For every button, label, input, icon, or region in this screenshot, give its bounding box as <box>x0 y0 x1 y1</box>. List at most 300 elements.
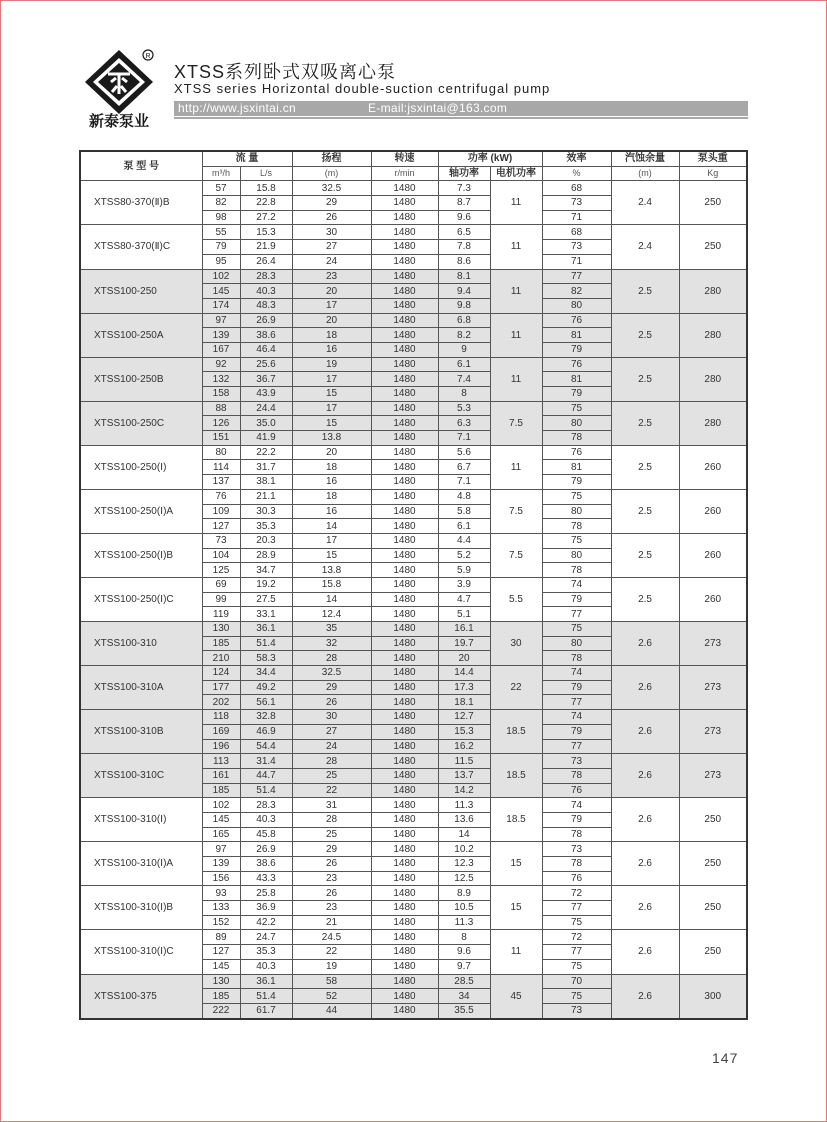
motor-power-cell: 15 <box>490 886 542 930</box>
flow-ls-cell: 43.3 <box>240 871 292 886</box>
efficiency-cell: 73 <box>542 240 611 255</box>
motor-power-cell: 7.5 <box>490 533 542 577</box>
efficiency-cell: 75 <box>542 915 611 930</box>
head-cell: 15 <box>292 387 371 402</box>
model-cell: XTSS100-310C <box>80 754 202 798</box>
flow-m3h-cell: 127 <box>202 519 240 534</box>
weight-cell: 250 <box>679 181 747 225</box>
speed-cell: 1480 <box>371 210 438 225</box>
shaft-power-cell: 9.8 <box>438 298 490 313</box>
flow-m3h-cell: 93 <box>202 886 240 901</box>
flow-ls-cell: 27.2 <box>240 210 292 225</box>
npsh-cell: 2.6 <box>611 710 679 754</box>
flow-m3h-cell: 118 <box>202 710 240 725</box>
efficiency-cell: 79 <box>542 475 611 490</box>
shaft-power-cell: 8.1 <box>438 269 490 284</box>
table-row <box>80 401 747 416</box>
shaft-power-cell: 8.6 <box>438 254 490 269</box>
head-cell: 32 <box>292 636 371 651</box>
shaft-power-cell: 13.6 <box>438 812 490 827</box>
unit-efficiency: % <box>542 166 611 181</box>
npsh-cell: 2.5 <box>611 269 679 313</box>
shaft-power-cell: 7.1 <box>438 431 490 446</box>
model-cell: XTSS100-310(Ⅰ)B <box>80 886 202 930</box>
speed-cell: 1480 <box>371 901 438 916</box>
head-cell: 15 <box>292 548 371 563</box>
head-cell: 25 <box>292 768 371 783</box>
flow-m3h-cell: 76 <box>202 489 240 504</box>
flow-ls-cell: 28.3 <box>240 269 292 284</box>
speed-cell: 1480 <box>371 519 438 534</box>
head-cell: 23 <box>292 269 371 284</box>
speed-cell: 1480 <box>371 489 438 504</box>
npsh-cell: 2.5 <box>611 313 679 357</box>
speed-cell: 1480 <box>371 857 438 872</box>
model-cell: XTSS100-310A <box>80 666 202 710</box>
efficiency-cell: 71 <box>542 254 611 269</box>
flow-m3h-cell: 119 <box>202 607 240 622</box>
shaft-power-cell: 5.9 <box>438 563 490 578</box>
speed-cell: 1480 <box>371 651 438 666</box>
shaft-power-cell: 8 <box>438 387 490 402</box>
weight-cell: 260 <box>679 577 747 621</box>
unit-weight: Kg <box>679 166 747 181</box>
npsh-cell: 2.5 <box>611 401 679 445</box>
efficiency-cell: 74 <box>542 666 611 681</box>
unit-speed: r/min <box>371 166 438 181</box>
flow-m3h-cell: 82 <box>202 196 240 211</box>
flow-m3h-cell: 169 <box>202 724 240 739</box>
shaft-power-cell: 19.7 <box>438 636 490 651</box>
flow-ls-cell: 26.4 <box>240 254 292 269</box>
motor-power-cell: 30 <box>490 622 542 666</box>
flow-m3h-cell: 97 <box>202 842 240 857</box>
flow-ls-cell: 31.4 <box>240 754 292 769</box>
shaft-power-cell: 5.1 <box>438 607 490 622</box>
weight-cell: 300 <box>679 974 747 1019</box>
shaft-power-cell: 11.3 <box>438 915 490 930</box>
npsh-cell: 2.5 <box>611 577 679 621</box>
efficiency-cell: 78 <box>542 768 611 783</box>
header-efficiency: 效率 <box>542 151 611 166</box>
page-title-en: XTSS series Horizontal double-suction centrifugal pump <box>174 81 551 96</box>
weight-cell: 273 <box>679 754 747 798</box>
flow-m3h-cell: 99 <box>202 592 240 607</box>
shaft-power-cell: 18.1 <box>438 695 490 710</box>
flow-m3h-cell: 69 <box>202 577 240 592</box>
speed-cell: 1480 <box>371 475 438 490</box>
efficiency-cell: 71 <box>542 210 611 225</box>
model-cell: XTSS100-250 <box>80 269 202 313</box>
shaft-power-cell: 6.1 <box>438 357 490 372</box>
table-row <box>80 974 747 989</box>
email-link[interactable]: E-mail:jsxintai@163.com <box>368 101 508 115</box>
flow-ls-cell: 36.1 <box>240 974 292 989</box>
shaft-power-cell: 7.3 <box>438 181 490 196</box>
head-cell: 44 <box>292 1003 371 1018</box>
motor-power-cell: 7.5 <box>490 489 542 533</box>
shaft-power-cell: 5.3 <box>438 401 490 416</box>
speed-cell: 1480 <box>371 225 438 240</box>
motor-power-cell: 11 <box>490 225 542 269</box>
motor-power-cell: 11 <box>490 313 542 357</box>
efficiency-cell: 68 <box>542 181 611 196</box>
flow-m3h-cell: 145 <box>202 812 240 827</box>
npsh-cell: 2.6 <box>611 974 679 1019</box>
efficiency-cell: 77 <box>542 945 611 960</box>
flow-m3h-cell: 185 <box>202 783 240 798</box>
npsh-cell: 2.6 <box>611 666 679 710</box>
efficiency-cell: 73 <box>542 842 611 857</box>
efficiency-cell: 72 <box>542 886 611 901</box>
head-cell: 17 <box>292 533 371 548</box>
shaft-power-cell: 5.6 <box>438 445 490 460</box>
table-row <box>80 313 747 328</box>
head-cell: 17 <box>292 401 371 416</box>
flow-ls-cell: 41.9 <box>240 431 292 446</box>
efficiency-cell: 75 <box>542 622 611 637</box>
shaft-power-cell: 9.6 <box>438 210 490 225</box>
flow-ls-cell: 36.1 <box>240 622 292 637</box>
table-row <box>80 754 747 769</box>
flow-ls-cell: 51.4 <box>240 636 292 651</box>
efficiency-cell: 77 <box>542 607 611 622</box>
head-cell: 28 <box>292 812 371 827</box>
head-cell: 12.4 <box>292 607 371 622</box>
npsh-cell: 2.6 <box>611 842 679 886</box>
model-cell: XTSS100-310(Ⅰ)A <box>80 842 202 886</box>
speed-cell: 1480 <box>371 812 438 827</box>
flow-m3h-cell: 161 <box>202 768 240 783</box>
flow-m3h-cell: 124 <box>202 666 240 681</box>
head-cell: 20 <box>292 313 371 328</box>
motor-power-cell: 11 <box>490 181 542 225</box>
speed-cell: 1480 <box>371 445 438 460</box>
flow-m3h-cell: 98 <box>202 210 240 225</box>
efficiency-cell: 80 <box>542 504 611 519</box>
shaft-power-cell: 35.5 <box>438 1003 490 1018</box>
efficiency-cell: 81 <box>542 328 611 343</box>
efficiency-cell: 75 <box>542 989 611 1004</box>
header-shaft-power: 轴功率 <box>438 166 490 181</box>
speed-cell: 1480 <box>371 342 438 357</box>
header-speed: 转速 <box>371 151 438 166</box>
speed-cell: 1480 <box>371 460 438 475</box>
head-cell: 29 <box>292 842 371 857</box>
flow-ls-cell: 45.8 <box>240 827 292 842</box>
efficiency-cell: 76 <box>542 313 611 328</box>
brand-logo <box>78 48 160 128</box>
efficiency-cell: 79 <box>542 387 611 402</box>
table-row <box>80 798 747 813</box>
shaft-power-cell: 13.7 <box>438 768 490 783</box>
flow-ls-cell: 28.9 <box>240 548 292 563</box>
shaft-power-cell: 10.5 <box>438 901 490 916</box>
npsh-cell: 2.5 <box>611 533 679 577</box>
model-cell: XTSS100-375 <box>80 974 202 1019</box>
flow-ls-cell: 35.0 <box>240 416 292 431</box>
efficiency-cell: 79 <box>542 724 611 739</box>
head-cell: 16 <box>292 475 371 490</box>
shaft-power-cell: 8.2 <box>438 328 490 343</box>
model-cell: XTSS100-250(Ⅰ)A <box>80 489 202 533</box>
efficiency-cell: 75 <box>542 489 611 504</box>
unit-npsh: (m) <box>611 166 679 181</box>
npsh-cell: 2.4 <box>611 225 679 269</box>
head-cell: 26 <box>292 695 371 710</box>
efficiency-cell: 75 <box>542 401 611 416</box>
head-cell: 16 <box>292 504 371 519</box>
head-cell: 21 <box>292 915 371 930</box>
flow-m3h-cell: 113 <box>202 754 240 769</box>
head-cell: 13.8 <box>292 431 371 446</box>
model-cell: XTSS100-310B <box>80 710 202 754</box>
flow-ls-cell: 61.7 <box>240 1003 292 1018</box>
speed-cell: 1480 <box>371 666 438 681</box>
flow-m3h-cell: 92 <box>202 357 240 372</box>
model-cell: XTSS100-250(Ⅰ)B <box>80 533 202 577</box>
weight-cell: 250 <box>679 225 747 269</box>
shaft-power-cell: 8.9 <box>438 886 490 901</box>
model-cell: XTSS80-370(Ⅱ)B <box>80 181 202 225</box>
flow-ls-cell: 21.1 <box>240 489 292 504</box>
speed-cell: 1480 <box>371 768 438 783</box>
npsh-cell: 2.5 <box>611 357 679 401</box>
flow-ls-cell: 28.3 <box>240 798 292 813</box>
efficiency-cell: 80 <box>542 548 611 563</box>
speed-cell: 1480 <box>371 533 438 548</box>
shaft-power-cell: 16.2 <box>438 739 490 754</box>
npsh-cell: 2.6 <box>611 798 679 842</box>
speed-cell: 1480 <box>371 871 438 886</box>
flow-ls-cell: 24.7 <box>240 930 292 945</box>
head-cell: 19 <box>292 959 371 974</box>
head-cell: 28 <box>292 651 371 666</box>
speed-cell: 1480 <box>371 240 438 255</box>
head-cell: 35 <box>292 622 371 637</box>
website-link[interactable]: http://www.jsxintai.cn <box>178 101 296 115</box>
flow-ls-cell: 58.3 <box>240 651 292 666</box>
head-cell: 14 <box>292 519 371 534</box>
flow-m3h-cell: 156 <box>202 871 240 886</box>
efficiency-cell: 76 <box>542 445 611 460</box>
efficiency-cell: 80 <box>542 298 611 313</box>
motor-power-cell: 22 <box>490 666 542 710</box>
speed-cell: 1480 <box>371 636 438 651</box>
shaft-power-cell: 15.3 <box>438 724 490 739</box>
head-cell: 18 <box>292 328 371 343</box>
efficiency-cell: 76 <box>542 783 611 798</box>
shaft-power-cell: 9.6 <box>438 945 490 960</box>
shaft-power-cell: 9.4 <box>438 284 490 299</box>
header-power: 功率 (kW) <box>438 151 542 166</box>
speed-cell: 1480 <box>371 754 438 769</box>
shaft-power-cell: 10.2 <box>438 842 490 857</box>
flow-ls-cell: 38.1 <box>240 475 292 490</box>
speed-cell: 1480 <box>371 695 438 710</box>
flow-m3h-cell: 202 <box>202 695 240 710</box>
speed-cell: 1480 <box>371 328 438 343</box>
efficiency-cell: 81 <box>542 460 611 475</box>
flow-m3h-cell: 88 <box>202 401 240 416</box>
speed-cell: 1480 <box>371 783 438 798</box>
head-cell: 26 <box>292 857 371 872</box>
speed-cell: 1480 <box>371 915 438 930</box>
flow-ls-cell: 32.8 <box>240 710 292 725</box>
shaft-power-cell: 7.1 <box>438 475 490 490</box>
efficiency-cell: 76 <box>542 871 611 886</box>
flow-m3h-cell: 57 <box>202 181 240 196</box>
flow-ls-cell: 56.1 <box>240 695 292 710</box>
motor-power-cell: 7.5 <box>490 401 542 445</box>
weight-cell: 260 <box>679 533 747 577</box>
table-row <box>80 533 747 548</box>
head-cell: 15.8 <box>292 577 371 592</box>
efficiency-cell: 68 <box>542 225 611 240</box>
efficiency-cell: 74 <box>542 710 611 725</box>
shaft-power-cell: 4.4 <box>438 533 490 548</box>
efficiency-cell: 75 <box>542 533 611 548</box>
efficiency-cell: 70 <box>542 974 611 989</box>
shaft-power-cell: 34 <box>438 989 490 1004</box>
shaft-power-cell: 9 <box>438 342 490 357</box>
model-cell: XTSS100-310(Ⅰ) <box>80 798 202 842</box>
head-cell: 26 <box>292 886 371 901</box>
speed-cell: 1480 <box>371 974 438 989</box>
speed-cell: 1480 <box>371 298 438 313</box>
flow-m3h-cell: 97 <box>202 313 240 328</box>
flow-m3h-cell: 125 <box>202 563 240 578</box>
shaft-power-cell: 11.5 <box>438 754 490 769</box>
weight-cell: 273 <box>679 666 747 710</box>
table-row <box>80 577 747 592</box>
flow-m3h-cell: 145 <box>202 284 240 299</box>
efficiency-cell: 80 <box>542 416 611 431</box>
weight-cell: 280 <box>679 269 747 313</box>
unit-flow-ls: L/s <box>240 166 292 181</box>
efficiency-cell: 77 <box>542 901 611 916</box>
flow-ls-cell: 46.9 <box>240 724 292 739</box>
npsh-cell: 2.4 <box>611 181 679 225</box>
weight-cell: 273 <box>679 622 747 666</box>
head-cell: 31 <box>292 798 371 813</box>
flow-ls-cell: 15.3 <box>240 225 292 240</box>
header-head: 扬程 <box>292 151 371 166</box>
shaft-power-cell: 7.4 <box>438 372 490 387</box>
npsh-cell: 2.5 <box>611 445 679 489</box>
table-row <box>80 710 747 725</box>
efficiency-cell: 77 <box>542 269 611 284</box>
flow-m3h-cell: 79 <box>202 240 240 255</box>
head-cell: 52 <box>292 989 371 1004</box>
npsh-cell: 2.6 <box>611 622 679 666</box>
flow-m3h-cell: 102 <box>202 269 240 284</box>
efficiency-cell: 76 <box>542 357 611 372</box>
flow-ls-cell: 25.6 <box>240 357 292 372</box>
flow-m3h-cell: 133 <box>202 901 240 916</box>
flow-m3h-cell: 55 <box>202 225 240 240</box>
shaft-power-cell: 8 <box>438 930 490 945</box>
shaft-power-cell: 5.8 <box>438 504 490 519</box>
motor-power-cell: 15 <box>490 842 542 886</box>
weight-cell: 250 <box>679 930 747 974</box>
motor-power-cell: 18.5 <box>490 798 542 842</box>
shaft-power-cell: 12.7 <box>438 710 490 725</box>
speed-cell: 1480 <box>371 592 438 607</box>
speed-cell: 1480 <box>371 827 438 842</box>
brand-name-cn: 新泰泵业 <box>88 112 150 128</box>
efficiency-cell: 73 <box>542 754 611 769</box>
head-cell: 15 <box>292 416 371 431</box>
speed-cell: 1480 <box>371 196 438 211</box>
head-cell: 18 <box>292 489 371 504</box>
efficiency-cell: 75 <box>542 959 611 974</box>
flow-ls-cell: 27.5 <box>240 592 292 607</box>
speed-cell: 1480 <box>371 945 438 960</box>
table-row <box>80 930 747 945</box>
table-row <box>80 886 747 901</box>
flow-m3h-cell: 222 <box>202 1003 240 1018</box>
table-row <box>80 489 747 504</box>
head-cell: 24.5 <box>292 930 371 945</box>
flow-ls-cell: 38.6 <box>240 328 292 343</box>
speed-cell: 1480 <box>371 313 438 328</box>
shaft-power-cell: 14.4 <box>438 666 490 681</box>
shaft-power-cell: 6.8 <box>438 313 490 328</box>
model-cell: XTSS100-250C <box>80 401 202 445</box>
efficiency-cell: 79 <box>542 592 611 607</box>
head-cell: 24 <box>292 739 371 754</box>
weight-cell: 273 <box>679 710 747 754</box>
npsh-cell: 2.6 <box>611 754 679 798</box>
flow-ls-cell: 44.7 <box>240 768 292 783</box>
head-cell: 27 <box>292 724 371 739</box>
head-cell: 30 <box>292 225 371 240</box>
flow-m3h-cell: 89 <box>202 930 240 945</box>
flow-m3h-cell: 104 <box>202 548 240 563</box>
speed-cell: 1480 <box>371 680 438 695</box>
flow-ls-cell: 43.9 <box>240 387 292 402</box>
shaft-power-cell: 28.5 <box>438 974 490 989</box>
header-npsh: 汽蚀余量 <box>611 151 679 166</box>
head-cell: 32.5 <box>292 666 371 681</box>
header-weight: 泵头重 <box>679 151 747 166</box>
speed-cell: 1480 <box>371 254 438 269</box>
shaft-power-cell: 20 <box>438 651 490 666</box>
efficiency-cell: 72 <box>542 930 611 945</box>
speed-cell: 1480 <box>371 401 438 416</box>
flow-m3h-cell: 109 <box>202 504 240 519</box>
flow-m3h-cell: 127 <box>202 945 240 960</box>
shaft-power-cell: 12.5 <box>438 871 490 886</box>
weight-cell: 260 <box>679 489 747 533</box>
speed-cell: 1480 <box>371 959 438 974</box>
shaft-power-cell: 6.1 <box>438 519 490 534</box>
flow-ls-cell: 30.3 <box>240 504 292 519</box>
pump-spec-table <box>79 150 748 1020</box>
head-cell: 30 <box>292 710 371 725</box>
table-row <box>80 666 747 681</box>
efficiency-cell: 82 <box>542 284 611 299</box>
shaft-power-cell: 9.7 <box>438 959 490 974</box>
head-cell: 20 <box>292 284 371 299</box>
flow-ls-cell: 26.9 <box>240 842 292 857</box>
head-cell: 18 <box>292 460 371 475</box>
speed-cell: 1480 <box>371 284 438 299</box>
flow-ls-cell: 34.4 <box>240 666 292 681</box>
efficiency-cell: 74 <box>542 798 611 813</box>
shaft-power-cell: 11.3 <box>438 798 490 813</box>
